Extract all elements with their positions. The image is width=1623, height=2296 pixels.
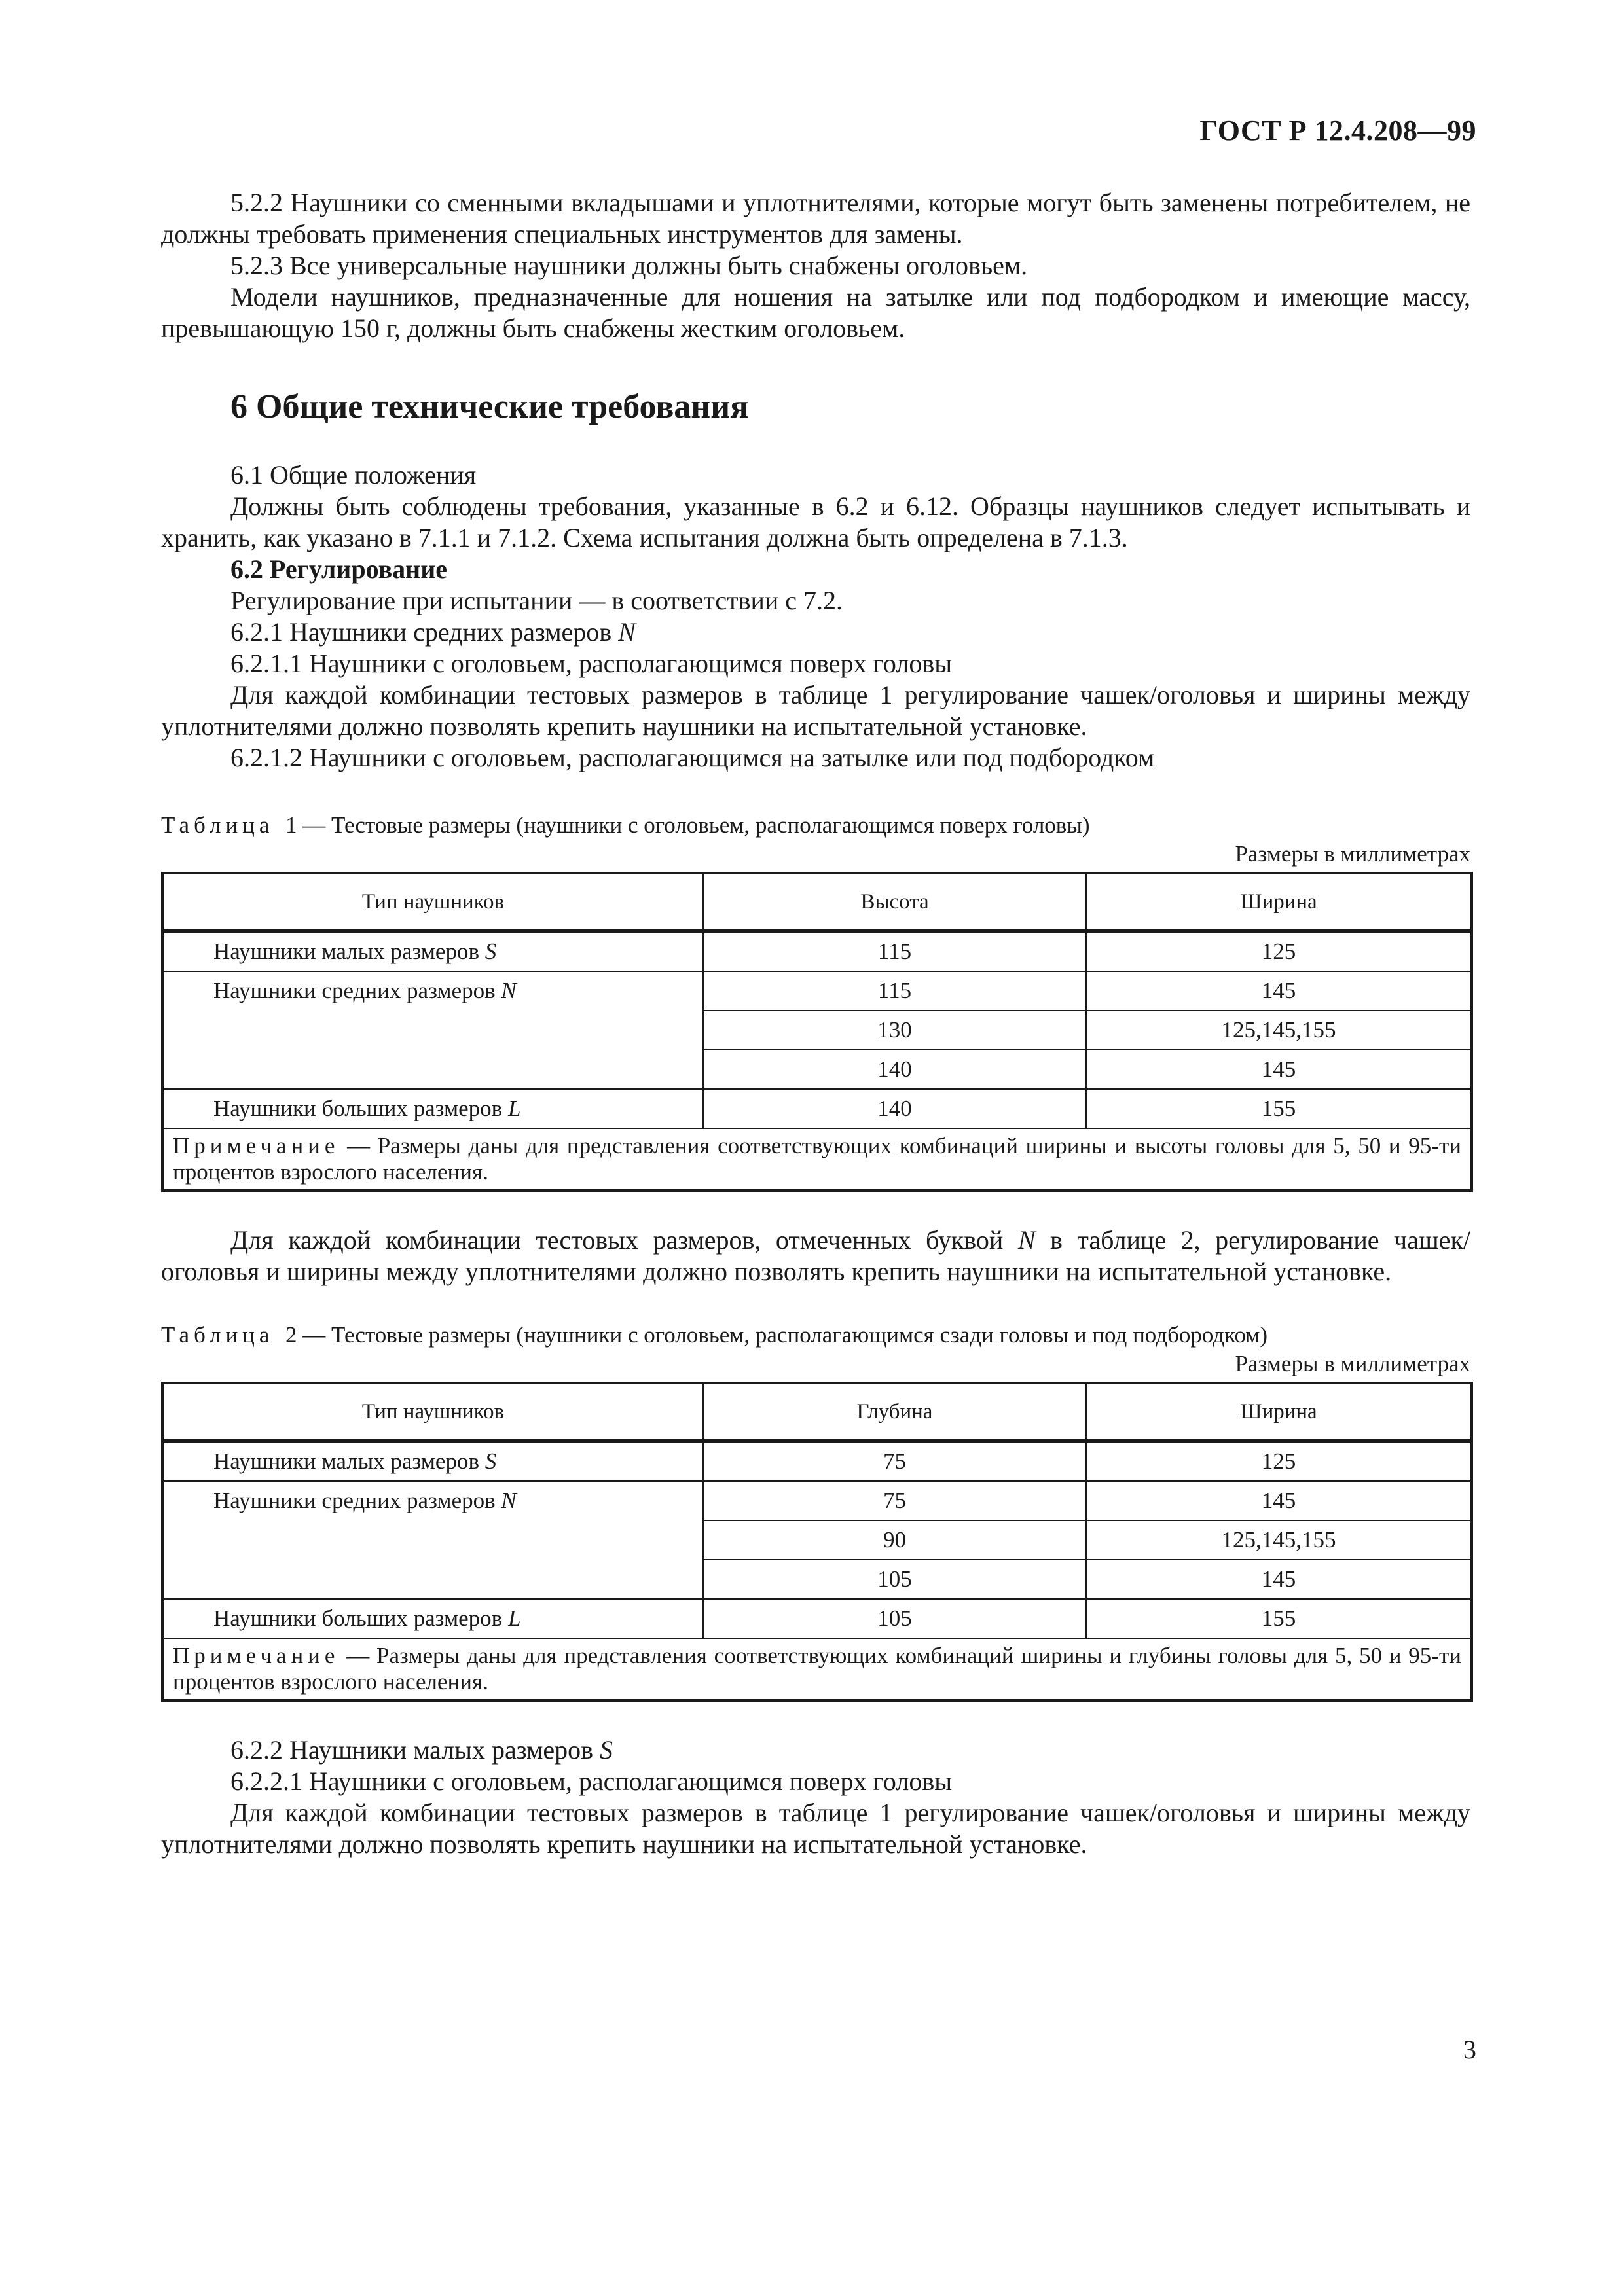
table-1-units: Размеры в миллиметрах: [1235, 841, 1470, 867]
width-cell: 145: [1086, 1050, 1472, 1089]
note-label: Примечание: [173, 1643, 340, 1668]
table-1-caption: [161, 812, 1470, 839]
type-cell: [162, 971, 703, 1089]
width-cell: 155: [1086, 1089, 1472, 1128]
table-label: Таблица: [161, 812, 274, 838]
table-2-units: Размеры в миллиметрах: [1235, 1351, 1470, 1376]
table-header-row: [162, 1383, 1472, 1441]
depth-cell: 75: [703, 1481, 1086, 1520]
column-header: Тип наушников: [162, 1383, 703, 1441]
height-cell: 115: [703, 931, 1086, 972]
depth-cell: 90: [703, 1520, 1086, 1560]
table-2: [161, 1382, 1473, 1702]
table-note-row: [162, 1638, 1472, 1700]
table-row: [162, 1441, 1472, 1482]
column-header: Глубина: [703, 1383, 1086, 1441]
note-label: Примечание: [173, 1133, 340, 1158]
subsection-6-2-1-2: 6.2.1.2 Наушники с оголовьем, располагающимся на затылке или под подбородком: [230, 743, 1155, 772]
subsection-6-1: 6.1 Общие положения: [230, 460, 477, 490]
height-cell: 115: [703, 971, 1086, 1011]
depth-cell: 75: [703, 1441, 1086, 1482]
table-2-caption: [161, 1321, 1470, 1349]
intro-text-a: Для каждой комбинации тестовых размеров, отмеченных буквой: [230, 1225, 1004, 1255]
subsection-6-2: 6.2 Регулирование: [230, 554, 448, 584]
paragraph-table-2-intro: [161, 1225, 1470, 1287]
type-cell: [162, 1441, 703, 1482]
depth-cell: 105: [703, 1560, 1086, 1599]
size-letter-s: S: [599, 1735, 613, 1765]
paragraph-5-2-3: 5.2.3 Все универсальные наушники должны быть снабжены оголовьем.: [230, 251, 1028, 280]
standard-code: ГОСТ Р 12.4.208—99: [1199, 115, 1476, 147]
width-cell: 125,145,155: [1086, 1520, 1472, 1560]
table-row: [162, 1481, 1472, 1520]
type-label: Наушники больших размеров: [213, 1096, 503, 1121]
type-label: Наушники средних размеров: [213, 978, 496, 1003]
width-cell: 125: [1086, 931, 1472, 972]
column-header: Ширина: [1086, 873, 1472, 931]
paragraph-6-2-1-1: Для каждой комбинации тестовых размеров в таблице 1 регулирование чашек/оголовья и ширины между уплотнителями должно позволять крепить наушники на испытательной установке.: [161, 680, 1470, 741]
column-header: Тип наушников: [162, 873, 703, 931]
height-cell: 140: [703, 1050, 1086, 1089]
intro-text-b: в таблице 2, регулирование чашек/оголовья и ширины между уплотнителями должно позволять крепить наушники на испытательной установке.: [161, 1225, 1471, 1286]
subsection-6-2-2: [161, 1734, 1470, 1766]
table-row: [162, 971, 1472, 1011]
size-letter: L: [507, 1096, 521, 1121]
page-number: 3: [1463, 2035, 1476, 2064]
table-header-row: [162, 873, 1472, 931]
height-cell: 130: [703, 1011, 1086, 1050]
table-1-caption-text: 1 — Тестовые размеры (наушники с оголовьем, располагающимся поверх головы): [285, 812, 1090, 838]
table-label: Таблица: [161, 1322, 274, 1348]
type-label: Наушники малых размеров: [213, 939, 479, 964]
type-cell: [162, 931, 703, 972]
subsection-6-2-1-1: 6.2.1.1 Наушники с оголовьем, располагающимся поверх головы: [230, 649, 953, 678]
paragraph-mass: Модели наушников, предназначенные для ношения на затылке или под подбородком и имеющие массу, превышающую 150 г, должны быть снабжены жестким оголовьем.: [161, 282, 1470, 343]
page-content: [161, 187, 1470, 1860]
size-letter: N: [501, 978, 517, 1003]
size-letter-n: N: [618, 617, 636, 647]
subsection-6-2-2-1: 6.2.2.1 Наушники с оголовьем, располагающимся поверх головы: [230, 1767, 953, 1796]
size-letter: N: [501, 1488, 517, 1513]
width-cell: 125,145,155: [1086, 1011, 1472, 1050]
type-label: Наушники малых размеров: [213, 1448, 479, 1474]
type-cell: [162, 1089, 703, 1128]
table-note-row: [162, 1128, 1472, 1191]
depth-cell: 105: [703, 1599, 1086, 1638]
subsection-6-2-1: [161, 617, 1470, 648]
type-label: Наушники средних размеров: [213, 1488, 496, 1513]
paragraph-6-1: Должны быть соблюдены требования, указанные в 6.2 и 6.12. Образцы наушников следует испытывать и хранить, как указано в 7.1.1 и 7.1.2. Схема испытания должна быть определена в 7.1.3.: [161, 492, 1470, 552]
note-text: — Размеры даны для представления соответствующих комбинаций ширины и глубины головы для 5, 50 и 95-ти процентов взрослого населения.: [173, 1643, 1461, 1695]
type-cell: [162, 1599, 703, 1638]
paragraph-5-2-2: 5.2.2 Наушники со сменными вкладышами и уплотнителями, которые могут быть заменены потребителем, не должны требовать применения специальных инструментов для замены.: [161, 188, 1470, 249]
column-header: Высота: [703, 873, 1086, 931]
paragraph-6-2: Регулирование при испытании — в соответствии с 7.2.: [230, 586, 843, 615]
size-letter: S: [484, 939, 497, 964]
table-2-caption-text: 2 — Тестовые размеры (наушники с оголовьем, располагающимся сзади головы и под подбородком): [285, 1322, 1268, 1348]
type-cell: [162, 1481, 703, 1599]
size-letter-n: N: [1017, 1225, 1036, 1255]
subsection-6-2-2-text: 6.2.2 Наушники малых размеров: [230, 1735, 593, 1765]
paragraph-6-2-2-1: Для каждой комбинации тестовых размеров в таблице 1 регулирование чашек/оголовья и ширины между уплотнителями должно позволять крепить наушники на испытательной установке.: [161, 1798, 1470, 1859]
height-cell: 140: [703, 1089, 1086, 1128]
section-6-title: 6 Общие технические требования: [230, 388, 749, 425]
table-row: [162, 1599, 1472, 1638]
width-cell: 145: [1086, 1481, 1472, 1520]
note-text: — Размеры даны для представления соответствующих комбинаций ширины и высоты головы для 5, 50 и 95-ти процентов взрослого населения.: [173, 1133, 1461, 1185]
type-label: Наушники больших размеров: [213, 1605, 503, 1631]
size-letter: L: [507, 1605, 521, 1631]
width-cell: 145: [1086, 1560, 1472, 1599]
subsection-6-2-1-text: 6.2.1 Наушники средних размеров: [230, 617, 612, 647]
width-cell: 125: [1086, 1441, 1472, 1482]
size-letter: S: [484, 1448, 497, 1474]
table-note: [162, 1638, 1472, 1700]
table-row: [162, 931, 1472, 972]
width-cell: 155: [1086, 1599, 1472, 1638]
column-header: Ширина: [1086, 1383, 1472, 1441]
width-cell: 145: [1086, 971, 1472, 1011]
table-note: [162, 1128, 1472, 1191]
table-1: [161, 872, 1473, 1192]
table-row: [162, 1089, 1472, 1128]
